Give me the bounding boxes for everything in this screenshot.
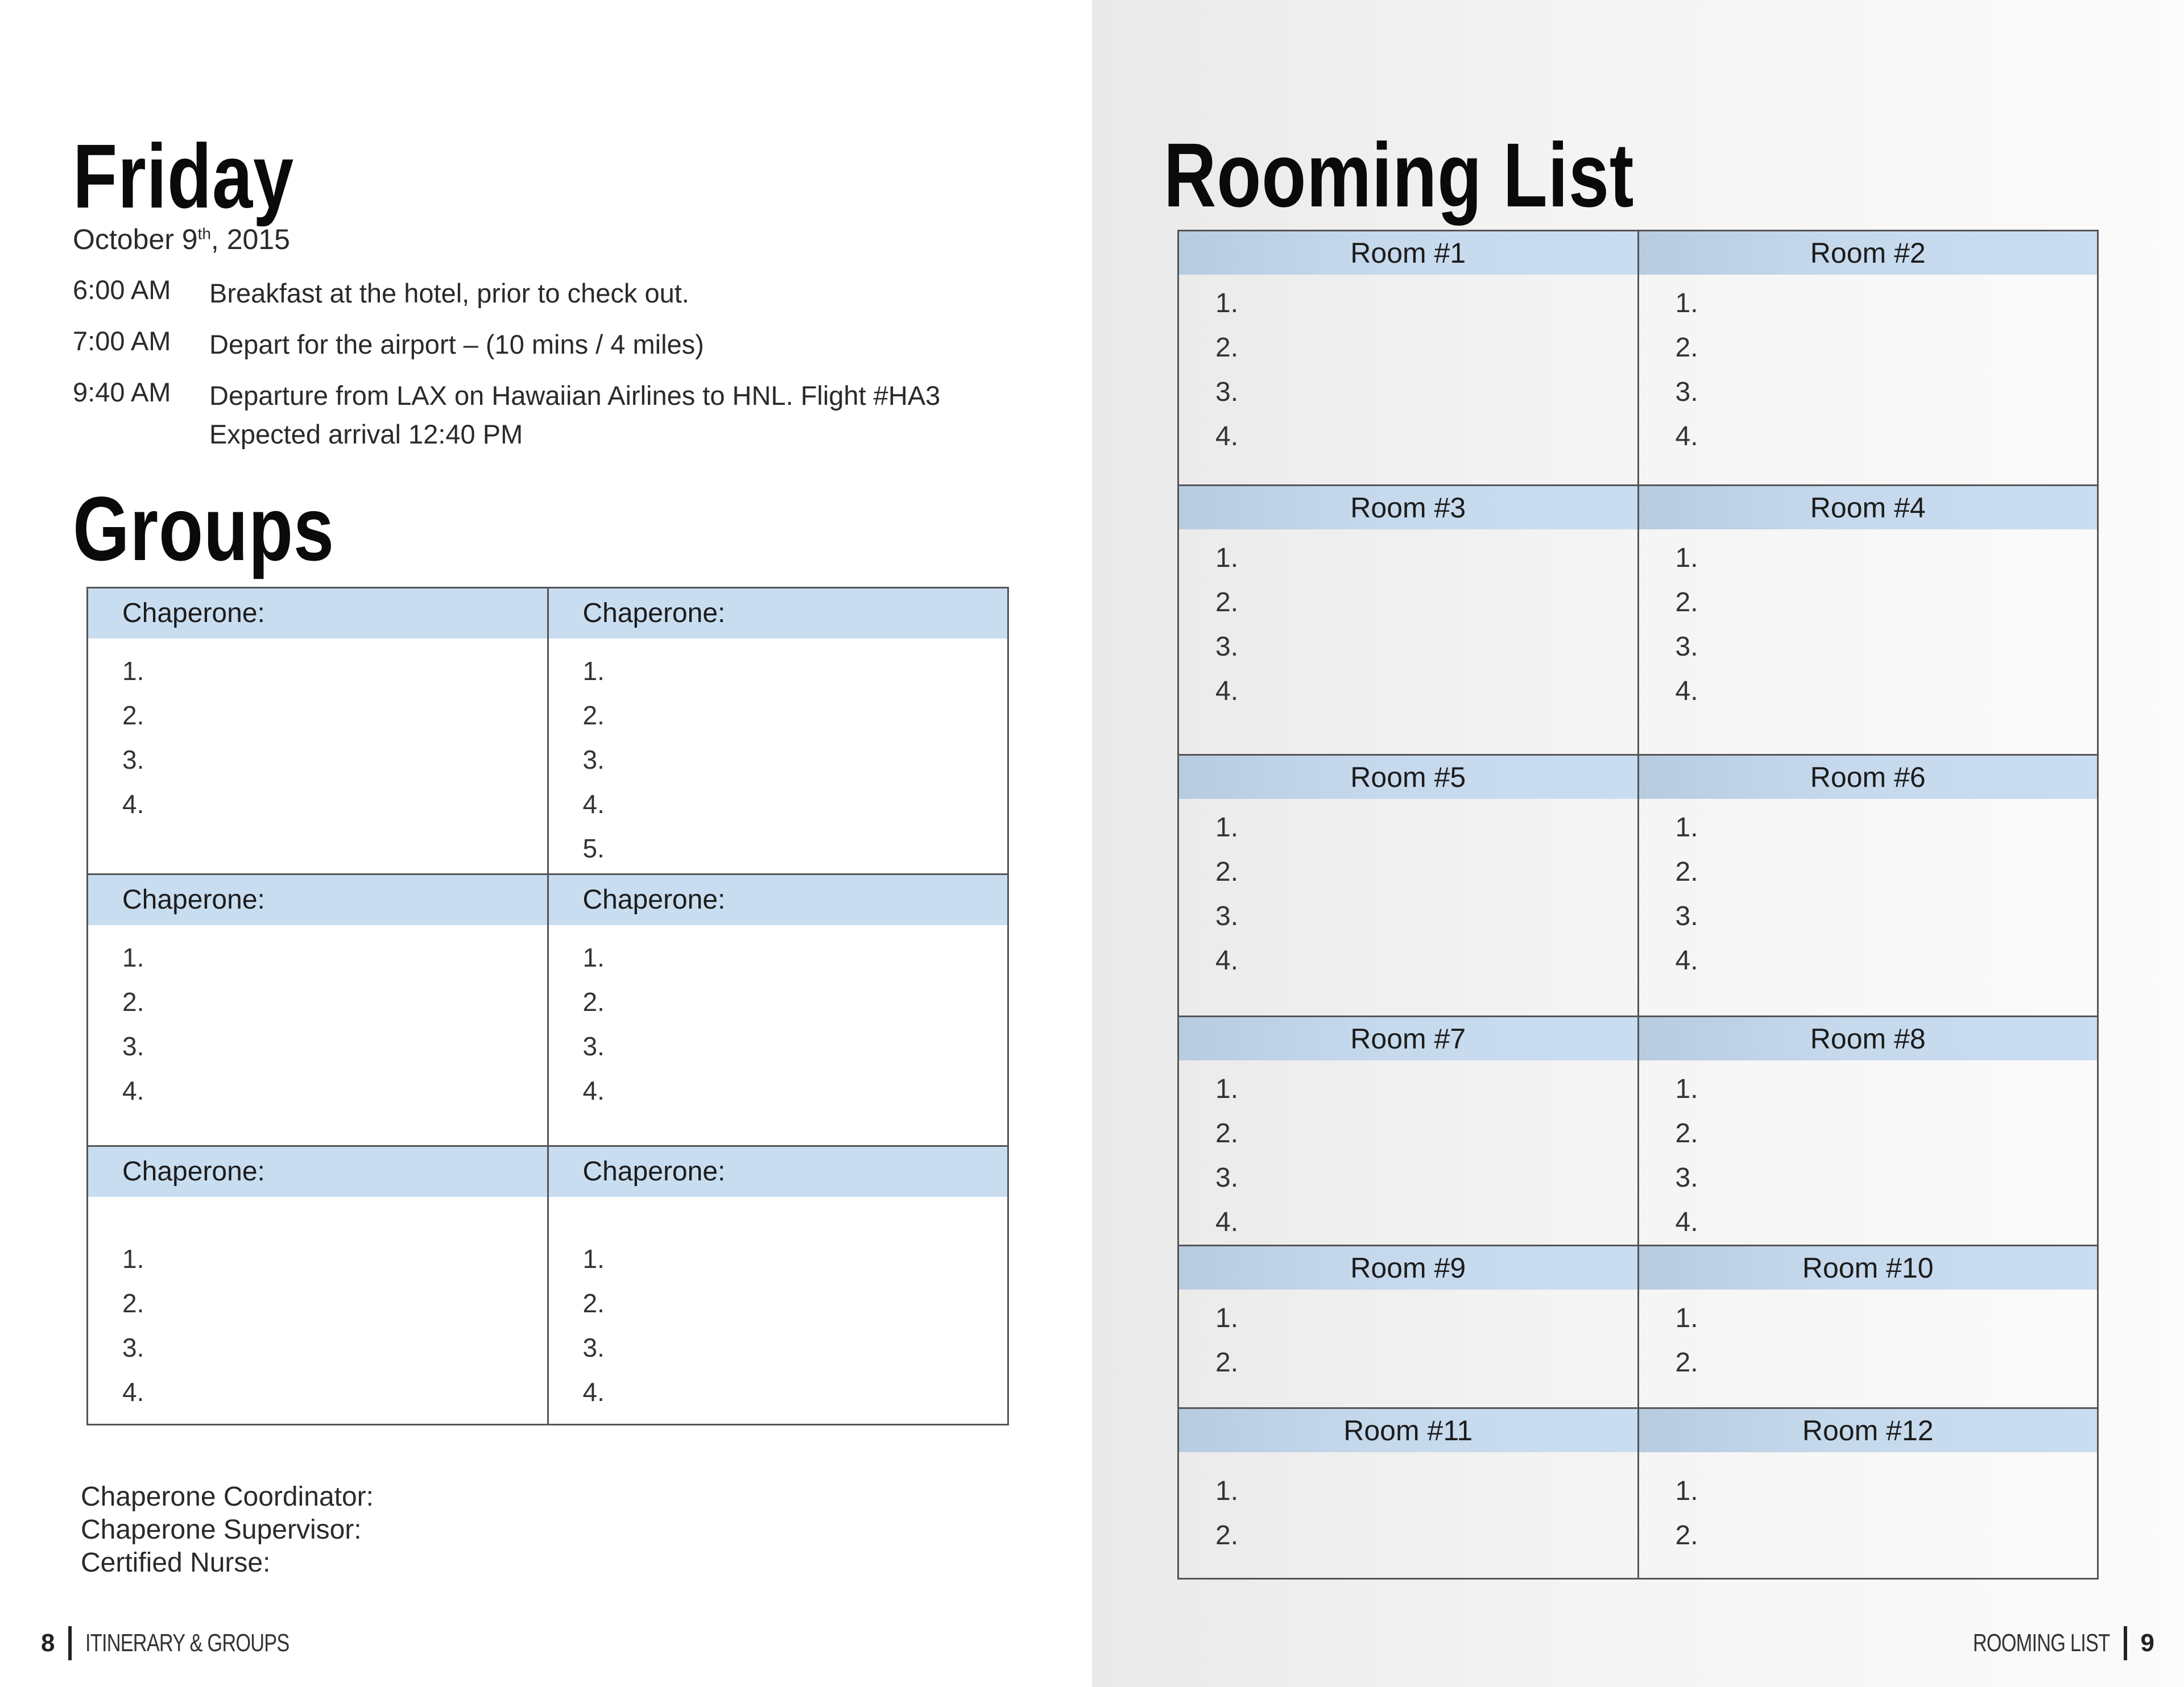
- room-label: Room #11: [1179, 1409, 1637, 1452]
- room-label: Room #10: [1639, 1246, 2098, 1290]
- chaperone-label: Chaperone:: [88, 875, 547, 925]
- footer-section-title: ROOMING LIST: [1973, 1629, 2110, 1657]
- chaperone-label: Chaperone:: [88, 1147, 547, 1197]
- room-cell: [1178, 486, 1639, 755]
- page-number: 8: [41, 1629, 55, 1657]
- group-cell: [548, 588, 1008, 874]
- groups-title: Groups: [73, 478, 334, 579]
- group-member-list: 1. 2. 3. 4.: [582, 1244, 605, 1407]
- chaperone-label: Chaperone:: [549, 588, 1008, 639]
- page-number: 9: [2140, 1629, 2154, 1657]
- room-label: Room #2: [1639, 231, 2098, 275]
- chaperone-label: Chaperone:: [549, 875, 1008, 925]
- room-cell: [1178, 1017, 1639, 1246]
- itinerary-row: [73, 325, 704, 364]
- footer-divider: [2124, 1626, 2127, 1660]
- room-cell: [1178, 755, 1639, 1017]
- room-occupant-list: 1. 2.: [1675, 1303, 1698, 1378]
- room-occupant-list: 1. 2. 3. 4.: [1675, 288, 1698, 451]
- footer-divider: [68, 1626, 72, 1660]
- chaperone-coordinator-label: Chaperone Coordinator:: [81, 1482, 374, 1512]
- footer-left: [41, 1625, 347, 1661]
- room-occupant-list: 1. 2. 3. 4.: [1215, 543, 1239, 706]
- room-occupant-list: 1. 2. 3. 4.: [1215, 1074, 1239, 1237]
- chaperone-label: Chaperone:: [88, 588, 547, 639]
- room-label: Room #6: [1639, 756, 2098, 799]
- room-cell: [1638, 231, 2098, 486]
- itinerary-row: [73, 376, 940, 454]
- group-member-list: 1. 2. 3. 4.: [122, 656, 144, 819]
- room-label: Room #3: [1179, 486, 1637, 529]
- room-occupant-list: 1. 2.: [1215, 1476, 1239, 1551]
- chaperone-supervisor-label: Chaperone Supervisor:: [81, 1515, 362, 1545]
- chaperone-label: Chaperone:: [549, 1147, 1008, 1197]
- group-member-list: 1. 2. 3. 4.: [122, 1244, 144, 1407]
- rooming-table: [1177, 230, 2099, 1580]
- room-label: Room #12: [1639, 1409, 2098, 1452]
- room-cell: [1178, 1246, 1639, 1408]
- itinerary-description: Departure from LAX on Hawaiian Airlines to HNL. Flight #HA3 Expected arrival 12:40 PM: [209, 380, 941, 449]
- room-label: Room #7: [1179, 1017, 1637, 1060]
- itinerary-row: [73, 274, 689, 313]
- itinerary-time: 9:40 AM: [73, 377, 171, 407]
- itinerary-description: Depart for the airport – (10 mins / 4 miles): [209, 329, 704, 359]
- group-cell: [88, 874, 548, 1146]
- room-label: Room #5: [1179, 756, 1637, 799]
- room-occupant-list: 1. 2. 3. 4.: [1215, 813, 1239, 976]
- group-cell: [88, 1146, 548, 1425]
- group-member-list: 1. 2. 3. 4.: [122, 943, 144, 1105]
- room-label: Room #4: [1639, 486, 2098, 529]
- room-occupant-list: 1. 2. 3. 4.: [1215, 288, 1239, 451]
- room-cell: [1178, 1408, 1639, 1579]
- room-label: Room #8: [1639, 1017, 2098, 1060]
- room-label: Room #1: [1179, 231, 1637, 275]
- itinerary-time: 6:00 AM: [73, 275, 171, 305]
- room-occupant-list: 1. 2. 3. 4.: [1675, 813, 1698, 976]
- room-occupant-list: 1. 2.: [1215, 1303, 1239, 1378]
- room-occupant-list: 1. 2. 3. 4.: [1675, 543, 1698, 706]
- room-cell: [1638, 1246, 2098, 1408]
- group-member-list: 1. 2. 3. 4.: [582, 943, 605, 1105]
- group-member-list: 1. 2. 3. 4. 5.: [582, 656, 605, 863]
- room-occupant-list: 1. 2. 3. 4.: [1675, 1074, 1698, 1237]
- itinerary-description: Breakfast at the hotel, prior to check out.: [209, 278, 689, 308]
- groups-table: [86, 587, 1009, 1425]
- room-cell: [1178, 231, 1639, 486]
- group-cell: [548, 874, 1008, 1146]
- footer-right: [1934, 1625, 2154, 1661]
- group-cell: [548, 1146, 1008, 1425]
- chaperone-contacts: [81, 1481, 374, 1580]
- footer-section-title: ITINERARY & GROUPS: [85, 1629, 289, 1657]
- room-cell: [1638, 1017, 2098, 1246]
- room-occupant-list: 1. 2.: [1675, 1476, 1698, 1551]
- certified-nurse-label: Certified Nurse:: [81, 1548, 271, 1578]
- rooming-list-title: Rooming List: [1164, 124, 1635, 226]
- day-title: Friday: [73, 125, 294, 227]
- room-cell: [1638, 486, 2098, 755]
- group-cell: [88, 588, 548, 874]
- itinerary-date: October 9th, 2015: [73, 223, 290, 255]
- room-cell: [1638, 1408, 2098, 1579]
- room-cell: [1638, 755, 2098, 1017]
- itinerary-time: 7:00 AM: [73, 326, 171, 356]
- room-label: Room #9: [1179, 1246, 1637, 1290]
